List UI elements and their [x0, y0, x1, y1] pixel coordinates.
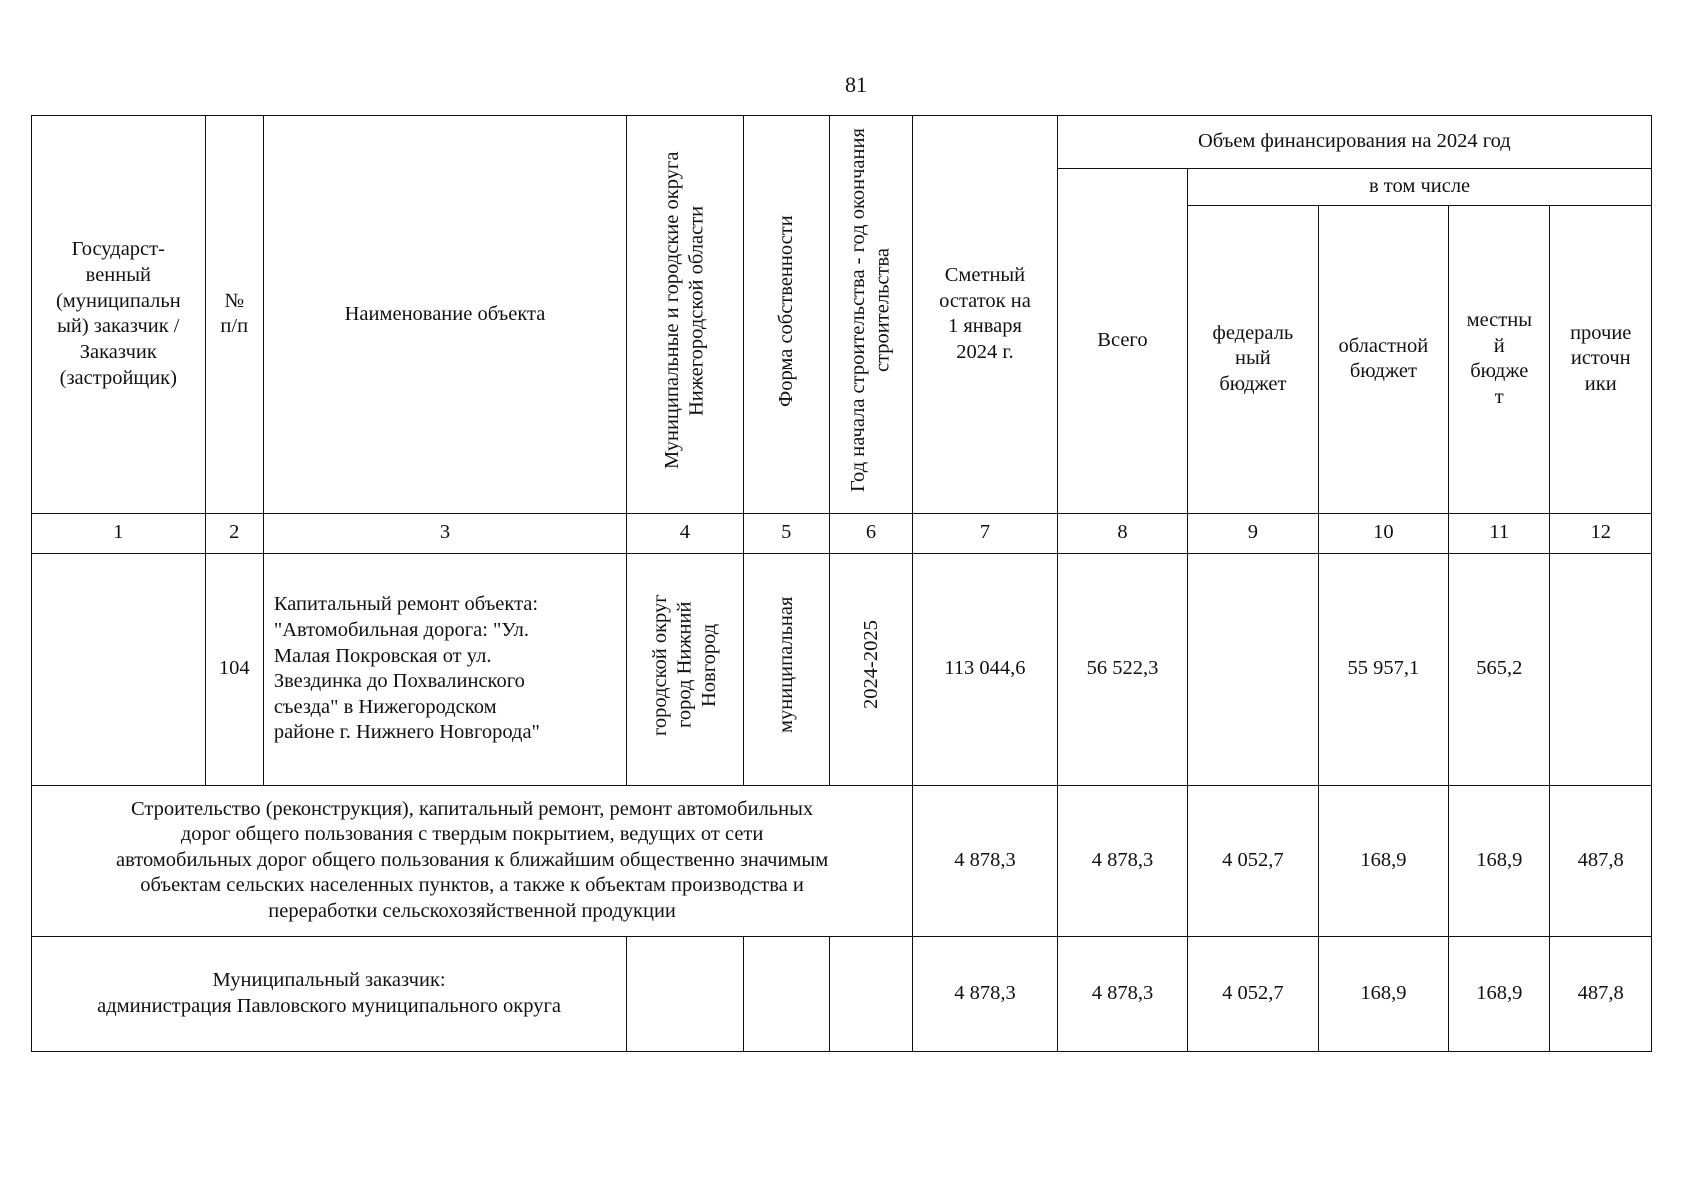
object-years: 2024-2025	[829, 553, 912, 785]
header-ownership: Форма собственности	[743, 116, 829, 514]
customer-district	[627, 936, 743, 1051]
customer-federal: 4 052,7	[1188, 936, 1318, 1051]
section-other: 487,8	[1550, 785, 1652, 936]
object-local: 565,2	[1449, 553, 1550, 785]
customer-total: 4 878,3	[1057, 936, 1187, 1051]
object-federal	[1188, 553, 1318, 785]
header-federal: федераль ный бюджет	[1188, 205, 1318, 513]
column-number: 8	[1057, 513, 1187, 553]
header-funding-title: Объем финансирования на 2024 год	[1057, 116, 1651, 169]
table-row-customer	[32, 936, 1652, 1051]
object-regional: 55 957,1	[1318, 553, 1448, 785]
section-title: Строительство (реконструкция), капитальный ремонт, ремонт автомобильных дорог общего пользования с твердым покрытием, ведущих от сети автомобильных дорог общего пользования к ближайшим общественно значимым объектам сельских населенных пунктов, а также к объектам производства и переработки сельскохозяйственной продукции	[32, 785, 913, 936]
financing-table	[31, 115, 1652, 1052]
customer-estimate: 4 878,3	[913, 936, 1058, 1051]
section-federal: 4 052,7	[1188, 785, 1318, 936]
column-number: 9	[1188, 513, 1318, 553]
section-total: 4 878,3	[1057, 785, 1187, 936]
column-number: 6	[829, 513, 912, 553]
column-number: 2	[205, 513, 263, 553]
header-other: прочие источн ики	[1550, 205, 1652, 513]
column-number: 7	[913, 513, 1058, 553]
header-including: в том числе	[1188, 169, 1652, 206]
column-number: 4	[627, 513, 743, 553]
object-estimate: 113 044,6	[913, 553, 1058, 785]
object-other	[1550, 553, 1652, 785]
column-number: 10	[1318, 513, 1448, 553]
column-number: 5	[743, 513, 829, 553]
object-name: Капитальный ремонт объекта: "Автомобильная дорога: "Ул. Малая Покровская от ул. Звездинка до Похвалинского съезда" в Нижегородском районе г. Нижнего Новгорода"	[263, 553, 626, 785]
header-districts: Муниципальные и городские округа Нижегородской области	[627, 116, 743, 514]
section-regional: 168,9	[1318, 785, 1448, 936]
object-customer	[32, 553, 206, 785]
table-row-object	[32, 553, 1652, 785]
header-customer: Государст- венный (муниципальн ый) заказчик / Заказчик (застройщик)	[32, 116, 206, 514]
object-total: 56 522,3	[1057, 553, 1187, 785]
object-ownership: муниципальная	[743, 553, 829, 785]
section-local: 168,9	[1449, 785, 1550, 936]
column-number: 1	[32, 513, 206, 553]
header-regional: областной бюджет	[1318, 205, 1448, 513]
customer-title: Муниципальный заказчик: администрация Павловского муниципального округа	[32, 936, 627, 1051]
customer-years	[829, 936, 912, 1051]
column-number-row	[32, 513, 1652, 553]
object-number: 104	[205, 553, 263, 785]
page-number: 81	[845, 72, 867, 97]
header-total: Всего	[1057, 169, 1187, 514]
header-years: Год начала строительства - год окончания строительства	[829, 116, 912, 514]
column-number: 12	[1550, 513, 1652, 553]
customer-regional: 168,9	[1318, 936, 1448, 1051]
header-estimate: Сметный остаток на 1 января 2024 г.	[913, 116, 1058, 514]
column-number: 3	[263, 513, 626, 553]
header-object-name: Наименование объекта	[263, 116, 626, 514]
header-number: № п/п	[205, 116, 263, 514]
object-district: городской округ город Нижний Новгород	[627, 553, 743, 785]
customer-ownership	[743, 936, 829, 1051]
customer-local: 168,9	[1449, 936, 1550, 1051]
table-row-section	[32, 785, 1652, 936]
header-local: местны й бюдже т	[1449, 205, 1550, 513]
column-number: 11	[1449, 513, 1550, 553]
customer-other: 487,8	[1550, 936, 1652, 1051]
section-estimate: 4 878,3	[913, 785, 1058, 936]
